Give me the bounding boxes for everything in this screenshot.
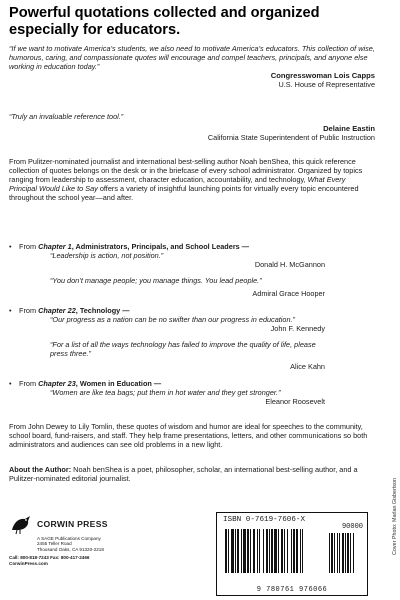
chapter-topic: , Administrators, Principals, and School Leaders —	[71, 242, 250, 251]
bullet-icon: •	[9, 242, 12, 251]
barcode-bar	[231, 529, 234, 573]
chapter-topic: , Technology —	[75, 306, 130, 315]
barcode-bar	[225, 529, 227, 573]
chapter-quote: “Our progress as a nation can be no swifter than our progress in education.”	[50, 315, 295, 324]
endorsement-2	[9, 112, 375, 142]
addon-bar	[334, 533, 335, 573]
chapter-from: From	[19, 379, 39, 388]
addon-bar	[350, 533, 351, 573]
chapter-quote-author: Admiral Grace Hooper	[252, 289, 325, 298]
barcode-bar	[296, 529, 298, 573]
bullet-icon: •	[9, 306, 12, 315]
chapter-quote: “For a list of all the ways technology has failed to improve the quality of life, please press three.”	[50, 340, 316, 358]
endorsement-title: U.S. House of Representative	[278, 80, 375, 89]
intro-paragraph	[9, 157, 375, 202]
endorsement-title: California State Superintendent of Public Instruction	[207, 133, 375, 142]
endorsement-1	[9, 44, 375, 89]
barcode-addon: 90000	[341, 523, 363, 531]
barcode-bar	[274, 529, 277, 573]
chapter-number: Chapter 22	[38, 306, 76, 315]
headline: Powerful quotations collected and organized especially for educators.	[9, 5, 320, 38]
chapter-quote-author: Eleanor Roosevelt	[265, 397, 325, 406]
chapter-quote: “Leadership is action, not position.”	[50, 251, 164, 260]
barcode-bar	[300, 529, 301, 573]
barcode-bar	[243, 529, 246, 573]
barcode-bar	[247, 529, 249, 573]
chapter-topic: , Women in Education —	[75, 379, 162, 388]
barcode-bar	[269, 529, 270, 573]
barcode-bars	[217, 525, 367, 585]
endorsement-name: Congresswoman Lois Capps	[270, 71, 375, 80]
addon-bar	[347, 533, 349, 573]
about-text: Noah benShea is a poet, philosopher, scholar, an international best-selling author, and a Pulitzer-nominated editorial journalist.	[9, 465, 358, 483]
chapter-item-1	[9, 242, 375, 298]
publisher-name: CORWIN PRESS	[37, 519, 108, 529]
raven-logo-icon	[9, 512, 33, 536]
chapter-number: Chapter 1	[38, 242, 72, 251]
chapter-list	[9, 242, 375, 414]
chapter-quote-author: Alice Kahn	[290, 362, 325, 371]
barcode-bar	[257, 529, 258, 573]
addon-bar	[342, 533, 344, 573]
barcode-bar	[287, 529, 288, 573]
publisher-contact: Call: 800-818-7243 Fax: 800-417-2466	[9, 555, 90, 561]
chapter-from: From	[19, 242, 39, 251]
about-label: About the Author:	[9, 465, 72, 474]
publisher-logo-block	[9, 512, 129, 592]
barcode-bar	[266, 529, 268, 573]
endorsement-quote: “Truly an invaluable reference tool.”	[9, 112, 124, 121]
barcode-bar	[241, 529, 242, 573]
addon-bar	[329, 533, 330, 573]
barcode-bar	[253, 529, 255, 573]
barcode-bar	[237, 529, 239, 573]
barcode-bar	[284, 529, 285, 573]
addon-bar	[331, 533, 333, 573]
book-title: What Every Principal Would Like to Say	[9, 175, 346, 193]
endorsement-name: Delaine Eastin	[323, 124, 375, 133]
barcode-digits: 9 780761 976066	[256, 586, 328, 594]
barcode-bar	[278, 529, 279, 573]
barcode-bar	[250, 529, 251, 573]
publisher-sub: A SAGE Publications Company	[37, 536, 101, 541]
chapter-quote: “Women are like tea bags; put them in hot water and they get stronger.”	[50, 388, 281, 397]
barcode-bar	[302, 529, 303, 573]
chapter-quote: “You don’t manage people; you manage things. You lead people.”	[50, 276, 262, 285]
about-author	[9, 465, 375, 483]
chapter-item-2	[9, 306, 375, 371]
barcode-bar	[235, 529, 236, 573]
publisher-city: Thousand Oaks, CA 91320-2218	[37, 546, 104, 552]
barcode-bar	[281, 529, 283, 573]
chapter-quote-author: John F. Kennedy	[270, 324, 325, 333]
barcode	[216, 512, 368, 596]
barcode-bar	[291, 529, 292, 573]
cover-photo-credit: Cover Photo: Marlan Gisbertson	[392, 477, 398, 555]
barcode-bar	[271, 529, 273, 573]
chapter-number: Chapter 23	[38, 379, 76, 388]
chapter-item-3	[9, 379, 375, 406]
barcode-bar	[228, 529, 229, 573]
chapter-from: From	[19, 306, 39, 315]
addon-bar	[345, 533, 346, 573]
closing-paragraph: From John Dewey to Lily Tomlin, these quotes of wisdom and humor are ideal for speeches to the community, school board, fund-raisers, and staff. They help frame presentations, letters, and other communications so both administrators and audiences can see old problems in a new light.	[9, 422, 368, 449]
isbn: ISBN 0-7619-7606-X	[223, 516, 306, 524]
barcode-bar	[293, 529, 295, 573]
publisher-address: 2455 Teller Road	[37, 541, 72, 547]
addon-bar	[353, 533, 354, 573]
addon-bar	[339, 533, 340, 573]
barcode-bar	[263, 529, 264, 573]
bullet-icon: •	[9, 379, 12, 388]
addon-bar	[337, 533, 338, 573]
intro-text-1: From Pulitzer-nominated journalist and international best-selling author Noah benShea, this quick reference collection of quotes belongs on the desk or in the briefcase of every school administrator. Organized by topics ranging from leadership to assessment, character education, accountability, and technology,	[9, 157, 363, 184]
publisher-web: CorwinPress.com	[9, 560, 48, 566]
barcode-bar	[259, 529, 260, 573]
chapter-quote-author: Donald H. McGannon	[254, 260, 325, 269]
endorsement-quote: “If we want to motivate America’s students, we also need to motivate America’s educators. This collection of wise, humorous, caring, and compassionate quotes will encourage and compel teachers, principals, and anyone else working in education today.”	[9, 44, 375, 71]
intro-text-2: offers a variety of insightful launching points for virtually every topic encountered throughout the school year—and after.	[9, 184, 359, 202]
